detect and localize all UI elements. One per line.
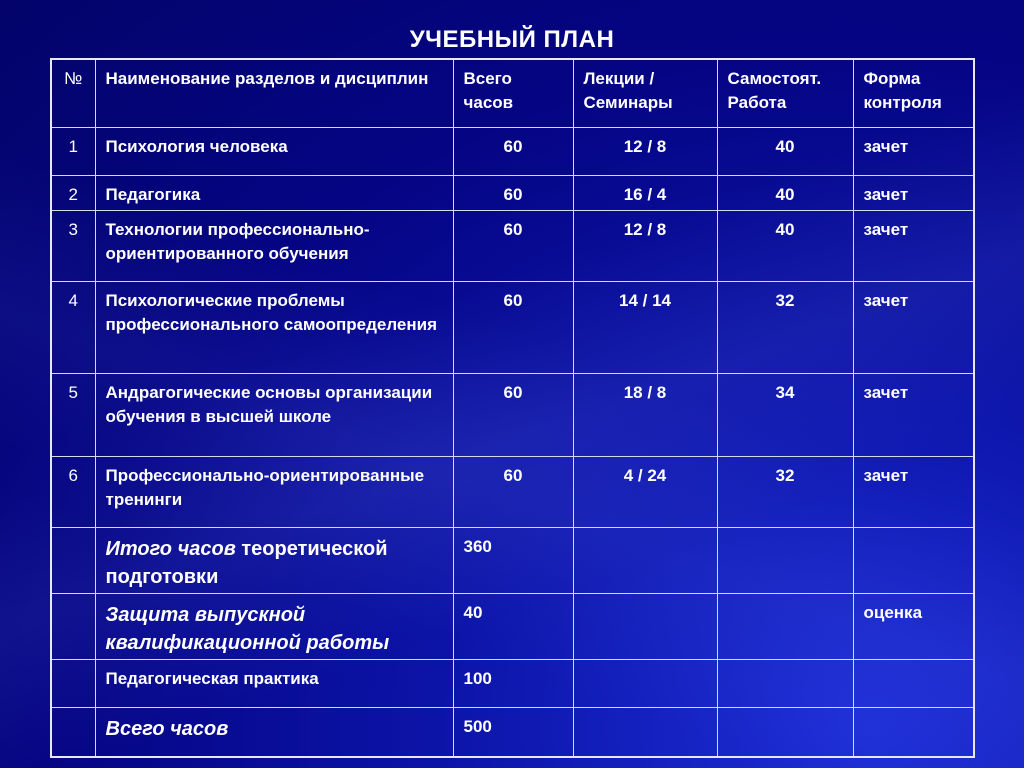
empty-cell — [51, 708, 95, 758]
empty-cell — [717, 660, 853, 708]
row-control: зачет — [853, 374, 974, 457]
row-control: зачет — [853, 128, 974, 176]
row-num: 2 — [51, 176, 95, 211]
row-self-work: 40 — [717, 176, 853, 211]
row-num: 4 — [51, 282, 95, 374]
summary-row-theory — [51, 528, 974, 594]
empty-cell — [573, 528, 717, 594]
header-self-work: Самостоят. Работа — [717, 59, 853, 128]
table-row — [51, 282, 974, 374]
row-control: зачет — [853, 282, 974, 374]
row-lectures: 16 / 4 — [573, 176, 717, 211]
empty-cell — [51, 594, 95, 660]
empty-cell — [573, 660, 717, 708]
row-total: 60 — [453, 282, 573, 374]
row-self-work: 40 — [717, 128, 853, 176]
row-self-work: 34 — [717, 374, 853, 457]
empty-cell — [717, 528, 853, 594]
summary-row-defense — [51, 594, 974, 660]
row-lectures: 4 / 24 — [573, 457, 717, 528]
row-name: Профессионально-ориентированные тренинги — [95, 457, 453, 528]
header-lectures: Лекции / Семинары — [573, 59, 717, 128]
table-row — [51, 176, 974, 211]
header-total: Всего часов — [453, 59, 573, 128]
row-control: зачет — [853, 211, 974, 282]
practice-label: Педагогическая практика — [95, 660, 453, 708]
row-name: Психологические проблемы профессионального самоопределения — [95, 282, 453, 374]
row-num: 3 — [51, 211, 95, 282]
row-num: 6 — [51, 457, 95, 528]
row-total: 60 — [453, 457, 573, 528]
row-total: 60 — [453, 128, 573, 176]
empty-cell — [717, 708, 853, 758]
row-name: Андрагогические основы организации обучения в высшей школе — [95, 374, 453, 457]
table-row — [51, 374, 974, 457]
header-name: Наименование разделов и дисциплин — [95, 59, 453, 128]
header-control: Форма контроля — [853, 59, 974, 128]
row-total: 60 — [453, 176, 573, 211]
grand-label-italic: Всего часов — [105, 718, 229, 740]
empty-cell — [51, 660, 95, 708]
page-title: УЧЕБНЫЙ ПЛАН — [409, 26, 615, 53]
defense-label — [95, 594, 453, 660]
row-control: зачет — [853, 457, 974, 528]
table-row — [51, 457, 974, 528]
defense-label-italic: Защита выпускной квалификационной работы — [105, 604, 390, 654]
row-total: 60 — [453, 374, 573, 457]
row-name: Психология человека — [95, 128, 453, 176]
row-lectures: 18 / 8 — [573, 374, 717, 457]
row-lectures: 12 / 8 — [573, 211, 717, 282]
theory-total: 360 — [453, 528, 573, 594]
header-num: № — [51, 59, 95, 128]
table-row — [51, 128, 974, 176]
grand-label — [95, 708, 453, 758]
defense-total: 40 — [453, 594, 573, 660]
row-lectures: 14 / 14 — [573, 282, 717, 374]
row-name: Технологии профессионально-ориентированного обучения — [95, 211, 453, 282]
summary-row-practice — [51, 660, 974, 708]
empty-cell — [717, 594, 853, 660]
theory-label — [95, 528, 453, 594]
theory-label-italic: Итого часов — [105, 538, 236, 560]
table-header-row — [51, 59, 974, 128]
row-lectures: 12 / 8 — [573, 128, 717, 176]
row-control: зачет — [853, 176, 974, 211]
summary-row-grand-total — [51, 708, 974, 758]
row-total: 60 — [453, 211, 573, 282]
empty-cell — [853, 528, 974, 594]
empty-cell — [853, 708, 974, 758]
empty-cell — [573, 708, 717, 758]
table-row — [51, 211, 974, 282]
empty-cell — [853, 660, 974, 708]
row-name: Педагогика — [95, 176, 453, 211]
grand-total: 500 — [453, 708, 573, 758]
row-self-work: 40 — [717, 211, 853, 282]
row-self-work: 32 — [717, 282, 853, 374]
row-self-work: 32 — [717, 457, 853, 528]
curriculum-table — [50, 58, 975, 758]
theory-label-rest: теоретической подготовки — [105, 538, 388, 588]
row-num: 5 — [51, 374, 95, 457]
practice-total: 100 — [453, 660, 573, 708]
empty-cell — [51, 528, 95, 594]
defense-control: оценка — [853, 594, 974, 660]
row-num: 1 — [51, 128, 95, 176]
empty-cell — [573, 594, 717, 660]
